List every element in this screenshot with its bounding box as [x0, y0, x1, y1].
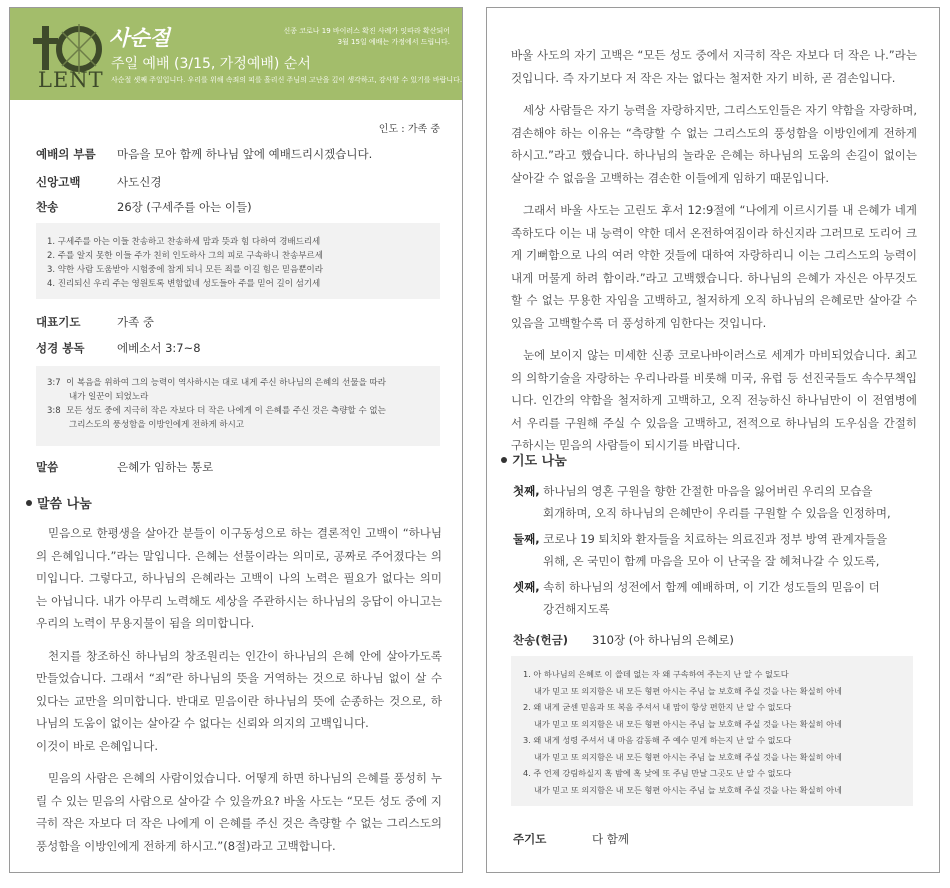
prayer-heading-text: 기도 나눔: [512, 454, 567, 469]
lent-logo: [32, 18, 110, 96]
sermon-paragraph: 천지를 창조하신 하나님의 창조원리는 인간이 하나님의 은혜 안에 살아가도록 만들었습니다. 그래서 “죄”란 하나님의 뜻을 거역하는 것으로 하나님 없이 살 수 있다는 교만을 의미합니다. 반대로 믿음이란 하나님의 뜻에 순종하는 것으로, 하나님의 도움이 없이는 살아갈 수 없다는 신뢰와 의지의 고백입니다.: [36, 648, 442, 730]
sermon-heading: [26, 493, 92, 512]
notice-line: 3월 15일 예배는 가정에서 드립니다.: [337, 38, 450, 46]
notice-line: 신종 코로나 19 바이러스 확진 사례가 잇따라 확산되어: [283, 27, 450, 35]
leader-note: 인도 : 가족 중: [378, 124, 440, 135]
prayer-item: [513, 576, 913, 598]
sermon-paragraph: 세상 사람들은 자기 능력을 자랑하지만, 그리스도인들은 자기 약함을 자랑하며, 겸손해야 하는 이유는 “측량할 수 없는 그리스도의 풍성함을 이방인에게 전하게 하시고.”라고 했습니다. 하나님의 놀라운 은혜는 하나님의 도움의 손길이 없이는 살아갈 수 없음을 고백하는 겸손한 이들에게 임하기 때문입니다.: [511, 103, 917, 185]
prayer-text: 위해, 온 국민이 함께 마음을 모아 이 난국을 잘 헤쳐나갈 수 있도록,: [543, 554, 880, 568]
scripture-box: [36, 366, 440, 446]
offering-hymn-box: [511, 656, 913, 806]
hymn-lyrics-box: [36, 223, 440, 299]
order-label: 말씀: [36, 460, 59, 474]
sermon-paragraph: 이것이 바로 은혜입니다.: [36, 738, 159, 753]
order-value: 사도신경: [117, 175, 162, 189]
left-page: [9, 7, 463, 873]
hymn-line: 2. 왜 내게 굳센 믿음과 또 복음 주셔서 내 맘이 항상 편한지 난 알 수 없도다: [523, 702, 792, 712]
bullet-icon: [501, 457, 507, 463]
verse-number: 3:8: [47, 406, 61, 416]
sermon-paragraph: 믿음의 사람은 은혜의 사람이었습니다. 어떻게 하면 하나님의 은혜를 풍성히 누릴 수 있는 믿음의 사람으로 살아갈 수 있을까요? 바울 사도는 “모든 성도 중에 지극히 작은 자보다 더 작은 나에게 이 은혜를 주신 것은 측량할 수 없는 그리스도의 풍성함을 이방인에게 전하게 하시고.”(8절)라고 고백합니다.: [36, 771, 442, 853]
hymn-refrain: 내가 믿고 또 의지함은 내 모든 형편 아시는 주님 늘 보호해 주실 것을 나는 확실히 아네: [534, 784, 842, 795]
hymn-refrain: 내가 믿고 또 의지함은 내 모든 형편 아시는 주님 늘 보호해 주실 것을 나는 확실히 아네: [534, 751, 842, 762]
header-notice: [270, 26, 450, 48]
prayer-item: [513, 480, 913, 502]
hymn-line: 3. 왜 내게 성령 주셔서 내 마음 감동해 주 예수 믿게 하는지 난 알 수 없도다: [523, 735, 792, 745]
sermon-heading-text: 말씀 나눔: [37, 497, 92, 512]
sermon-paragraph: 그래서 바울 사도는 고린도 후서 12:9절에 “나에게 이르시기를 내 은혜가 네게 족하도다 이는 내 능력이 약한 데서 온전하여짐이라 하신지라 그러므로 도리어 크게 기뻐함으로 나의 여러 약한 것들에 대하여 자랑하리니 이는 그리스도의 능력이 내게 머물게 하려 함이라.”라고 고백했습니다. 하나님의 은혜가 자신은 아무것도 할 수 없는 무용한 자임을 고백하고, 철저하게 오직 하나님의 은혜로만 살아갈 수 있음을 고백할수록 더 풍성하게 임한다는 것입니다.: [511, 203, 917, 330]
order-label: 예배의 부름: [36, 147, 96, 161]
sermon-paragraph: 바울 사도의 자기 고백은 “모든 성도 중에서 지극히 작은 자보다 더 작은 나.”라는 것입니다. 즉 자기보다 저 작은 자는 없다는 철저한 자기 비하, 곧 겸손입니다.: [511, 48, 917, 85]
header-description: 사순절 셋째 주일입니다. 우리를 위해 속죄의 피를 흘리신 주님의 고난을 깊이 생각하고, 감사할 수 있기를 바랍니다.: [111, 76, 463, 84]
prayer-ordinal: 둘째,: [513, 532, 540, 546]
sermon-body-left: [36, 522, 442, 857]
prayer-text: 속히 하나님의 성전에서 함께 예배하며, 이 기간 성도들의 믿음이 더: [543, 580, 880, 594]
hymn-line: 3. 약한 사람 도움받아 시험중에 참게 되니 모든 죄를 이길 힘은 믿음뿐이라: [47, 265, 323, 275]
hymn-line: 1. 아 하나님의 은혜로 이 쓸데 없는 자 왜 구속하여 주는지 난 알 수 없도다: [523, 669, 789, 679]
sermon-body-right: [511, 44, 917, 457]
verse-number: 3:7: [47, 378, 61, 388]
prayer-item: [513, 528, 913, 550]
order-value: 310장 (아 하나님의 은혜로): [592, 633, 734, 647]
bullet-icon: [26, 500, 32, 506]
order-value: 가족 중: [117, 315, 154, 329]
prayer-heading: [501, 450, 567, 469]
verse-text: 내가 일꾼이 되었노라: [69, 392, 149, 402]
hymn-line: 4. 주 언제 강림하실지 혹 밤에 혹 낮에 또 주님 만날 그곳도 난 알 수 없도다: [523, 768, 792, 778]
order-value: 에베소서 3:7~8: [117, 341, 201, 355]
right-page: [486, 7, 940, 873]
order-value: 은혜가 임하는 통로: [117, 460, 214, 474]
header-banner: [10, 8, 462, 100]
verse-text: 모든 성도 중에 지극히 작은 자보다 더 작은 나에게 이 은혜를 주신 것은 측량할 수 없는: [66, 406, 386, 416]
hymn-refrain: 내가 믿고 또 의지함은 내 모든 형편 아시는 주님 늘 보호해 주실 것을 나는 확실히 아네: [534, 685, 842, 696]
sermon-paragraph: 눈에 보이지 않는 미세한 신종 코로나바이러스로 세계가 마비되었습니다. 최고의 의학기술을 자랑하는 우리나라를 비롯해 미국, 유럽 등 선진국들도 속수무책입니다. 인간의 약함을 철저하게 고백하고, 오직 전능하신 하나님만이 이 전염병에서 우리를 구원해 주실 수 있음을 고백하고, 전적으로 하나님의 도우심을 간절히 구하시는 믿음의 사람들이 되시기를 바랍니다.: [511, 348, 917, 452]
order-label: 성경 봉독: [36, 341, 85, 355]
order-label: 찬송(헌금): [513, 633, 568, 647]
page-title: 주일 예배 (3/15, 가정예배) 순서: [111, 56, 311, 72]
season-title: 사순절: [109, 26, 170, 50]
order-value: 26장 (구세주를 아는 이들): [117, 200, 252, 214]
scripture-verse: [47, 376, 440, 390]
verse-text: 이 복음을 위하여 그의 능력이 역사하시는 대로 내게 주신 하나님의 은혜의 선물을 따라: [66, 378, 386, 388]
scripture-verse: [47, 404, 440, 418]
verse-text: 그리스도의 풍성함을 이방인에게 전하게 하시고: [69, 420, 245, 430]
sermon-paragraph: 믿음으로 한평생을 살아간 분들이 이구동성으로 하는 결론적인 고백이 “하나님의 은혜입니다.”라는 말입니다. 은혜는 선물이라는 의미로, 공짜로 주어졌다는 의미입니다. 그렇다고, 하나님의 은혜라는 고백이 나의 노력은 필요가 없다는 의미는 아닙니다. 내가 아무리 노력해도 세상을 주관하시는 하나님의 응답이 아니고는 우리의 노력이 무용지물이 됨을 의미합니다.: [36, 526, 442, 630]
hymn-line: 4. 진리되신 우리 주는 영원토록 변함없네 성도들아 주를 믿어 길이 섬기세: [47, 279, 321, 289]
order-value: 다 함께: [592, 832, 629, 846]
order-label: 대표기도: [36, 315, 81, 329]
prayer-list: [513, 480, 913, 620]
order-label: 주기도: [513, 832, 547, 846]
order-label: 신앙고백: [36, 175, 81, 189]
prayer-ordinal: 셋째,: [513, 580, 540, 594]
hymn-line: 1. 구세주를 아는 이들 찬송하고 찬송하세 맘과 뜻과 힘 다하여 경배드리세: [47, 237, 321, 247]
prayer-text: 코로나 19 퇴치와 환자들을 치료하는 의료진과 정부 방역 관계자들을: [543, 532, 888, 546]
prayer-text: 하나님의 영혼 구원을 향한 간절한 마음을 잃어버린 우리의 모습을: [543, 484, 873, 498]
order-value: 마음을 모아 함께 하나님 앞에 예배드리시겠습니다.: [117, 147, 373, 161]
prayer-text: 강건해지도록: [543, 602, 610, 616]
order-label: 찬송: [36, 200, 59, 214]
prayer-ordinal: 첫째,: [513, 484, 540, 498]
lent-word: LENT: [38, 68, 104, 92]
prayer-text: 회개하며, 오직 하나님의 은혜만이 우리를 구원할 수 있음을 인정하며,: [543, 506, 891, 520]
hymn-refrain: 내가 믿고 또 의지함은 내 모든 형편 아시는 주님 늘 보호해 주실 것을 나는 확실히 아네: [534, 718, 842, 729]
hymn-line: 2. 주를 알지 못한 이들 주가 친히 인도하사 그의 피로 구속하니 찬송부르세: [47, 251, 323, 261]
